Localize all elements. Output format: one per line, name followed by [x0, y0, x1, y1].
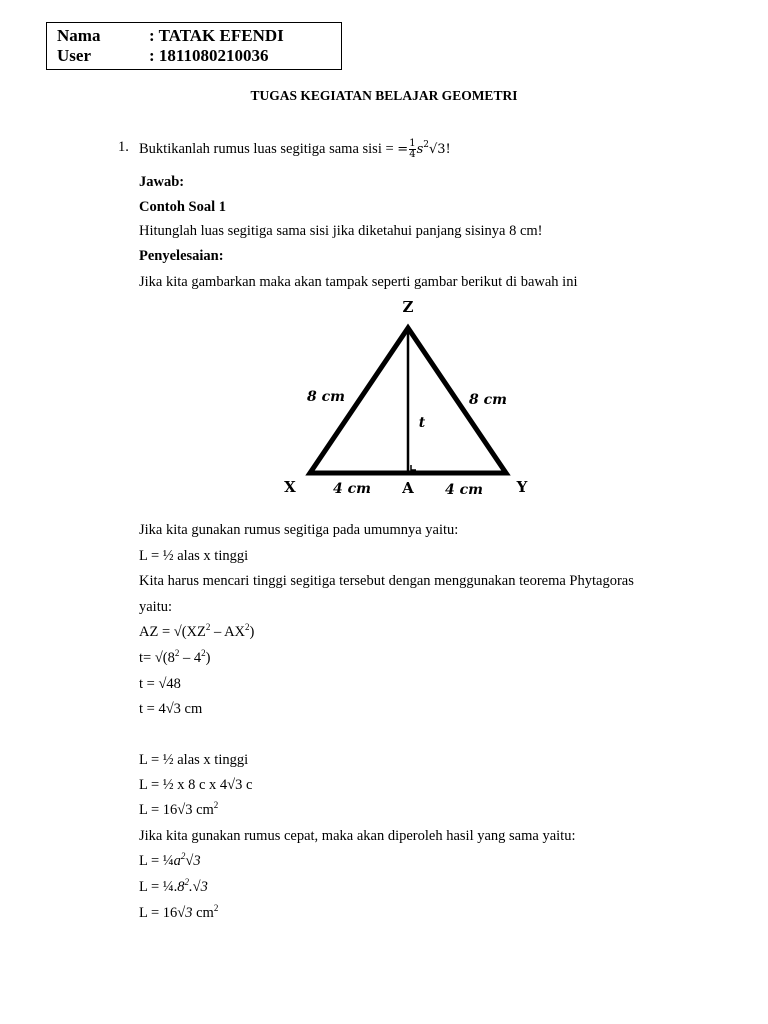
user-row — [57, 46, 268, 66]
step-quick-result — [139, 905, 218, 922]
az-exp-2: 2 — [245, 622, 250, 632]
step-t-sqrt48: t = √48 — [139, 676, 181, 692]
step-area-formula-2: L = ½ alas x tinggi — [139, 752, 249, 768]
jawab-label: Jawab: — [139, 174, 185, 190]
step-general-formula-intro: Jika kita gunakan rumus segitiga pada umumnya yaitu: — [139, 522, 459, 538]
t1-part-3: ) — [205, 650, 211, 666]
quick-sub-8: 8 — [177, 879, 185, 895]
triangle-figure — [270, 290, 550, 510]
vertex-y-label: Y — [516, 478, 528, 496]
formula-fraction — [409, 139, 415, 160]
right-angle-mark — [411, 465, 416, 470]
name-value: : TATAK EFENDI — [149, 26, 284, 45]
quick-result-root: √3 — [177, 905, 193, 921]
quick-root: √3 — [185, 853, 201, 869]
fraction-denominator: 4 — [409, 149, 416, 160]
step-pythagoras-intro: Kita harus mencari tinggi segitiga tersebut dengan menggunakan teorema Phytagoras — [139, 573, 634, 589]
formula-root: √3! — [428, 142, 451, 157]
document-title: TUGAS KEGIATAN BELAJAR GEOMETRI — [250, 88, 518, 103]
area-result-text: L = 16√3 cm — [139, 802, 214, 818]
t1-part-1: t= √(8 — [139, 650, 175, 666]
example-heading: Contoh Soal 1 — [139, 199, 227, 215]
quick-result-unit: cm — [192, 905, 214, 921]
quick-var-a: a — [173, 853, 181, 869]
quick-sub-root: .√3 — [189, 879, 208, 895]
step-area-formula: L = ½ alas x tinggi — [139, 548, 249, 564]
formula-s: s — [416, 142, 424, 157]
quick-exp: 2 — [180, 851, 186, 861]
quick-sub-exp: 2 — [184, 877, 189, 887]
quick-result-exp: 2 — [213, 903, 219, 913]
formula-exponent: 2 — [423, 140, 429, 150]
user-value: : 1811080210036 — [149, 46, 269, 65]
solution-intro: Jika kita gambarkan maka akan tampak seperti gambar berikut di bawah ini — [139, 274, 578, 290]
step-area-result — [139, 802, 218, 819]
area-result-exp: 2 — [213, 800, 219, 810]
foot-a-label: A — [402, 479, 414, 497]
step-yaitu: yaitu: — [139, 599, 173, 615]
height-t-label: t — [418, 415, 426, 431]
t1-exp-2: 2 — [201, 648, 206, 658]
step-quick-formula-intro: Jika kita gunakan rumus cepat, maka akan diperoleh hasil yang sama yaitu: — [139, 828, 576, 844]
quick-result-part-1: L = 16 — [139, 905, 178, 921]
step-t-substitution — [139, 650, 210, 667]
vertex-x-label: X — [284, 478, 296, 496]
user-label: User — [57, 46, 91, 65]
formula-equals: = — [397, 142, 409, 157]
right-side-label: 8 cm — [469, 392, 507, 408]
solution-heading: Penyelesaian: — [139, 248, 224, 264]
question-statement: Buktikanlah rumus luas segitiga sama sisi = — [139, 141, 394, 157]
question-number: 1. — [118, 139, 129, 155]
base-right-label: 4 cm — [445, 482, 483, 498]
t1-exp-1: 2 — [174, 648, 180, 658]
step-az-formula — [139, 624, 254, 641]
quick-part-1: L = ¼ — [139, 853, 174, 869]
name-label: Nama — [57, 26, 101, 45]
step-quick-substitution — [139, 879, 208, 896]
base-left-label: 4 cm — [333, 481, 371, 497]
vertex-z-label: Z — [402, 298, 414, 316]
left-side-label: 8 cm — [307, 389, 345, 405]
step-quick-formula — [139, 853, 201, 870]
quick-sub-part-1: L = ¼. — [139, 879, 178, 895]
question-text — [139, 139, 451, 160]
az-part-2: – AX — [210, 624, 246, 640]
step-t-result: t = 4√3 cm — [139, 701, 203, 717]
name-row — [57, 26, 284, 46]
identity-box — [46, 22, 342, 70]
step-area-substitution: L = ½ x 8 c x 4√3 c — [139, 777, 253, 793]
question-formula — [397, 138, 451, 160]
fraction-numerator: 1 — [409, 138, 416, 149]
az-part-3: ) — [249, 624, 255, 640]
t1-part-2: – 4 — [179, 650, 202, 666]
example-problem: Hitunglah luas segitiga sama sisi jika diketahui panjang sisinya 8 cm! — [139, 223, 543, 239]
az-exp-1: 2 — [205, 622, 211, 632]
az-part-1: AZ = √(XZ — [139, 624, 206, 640]
